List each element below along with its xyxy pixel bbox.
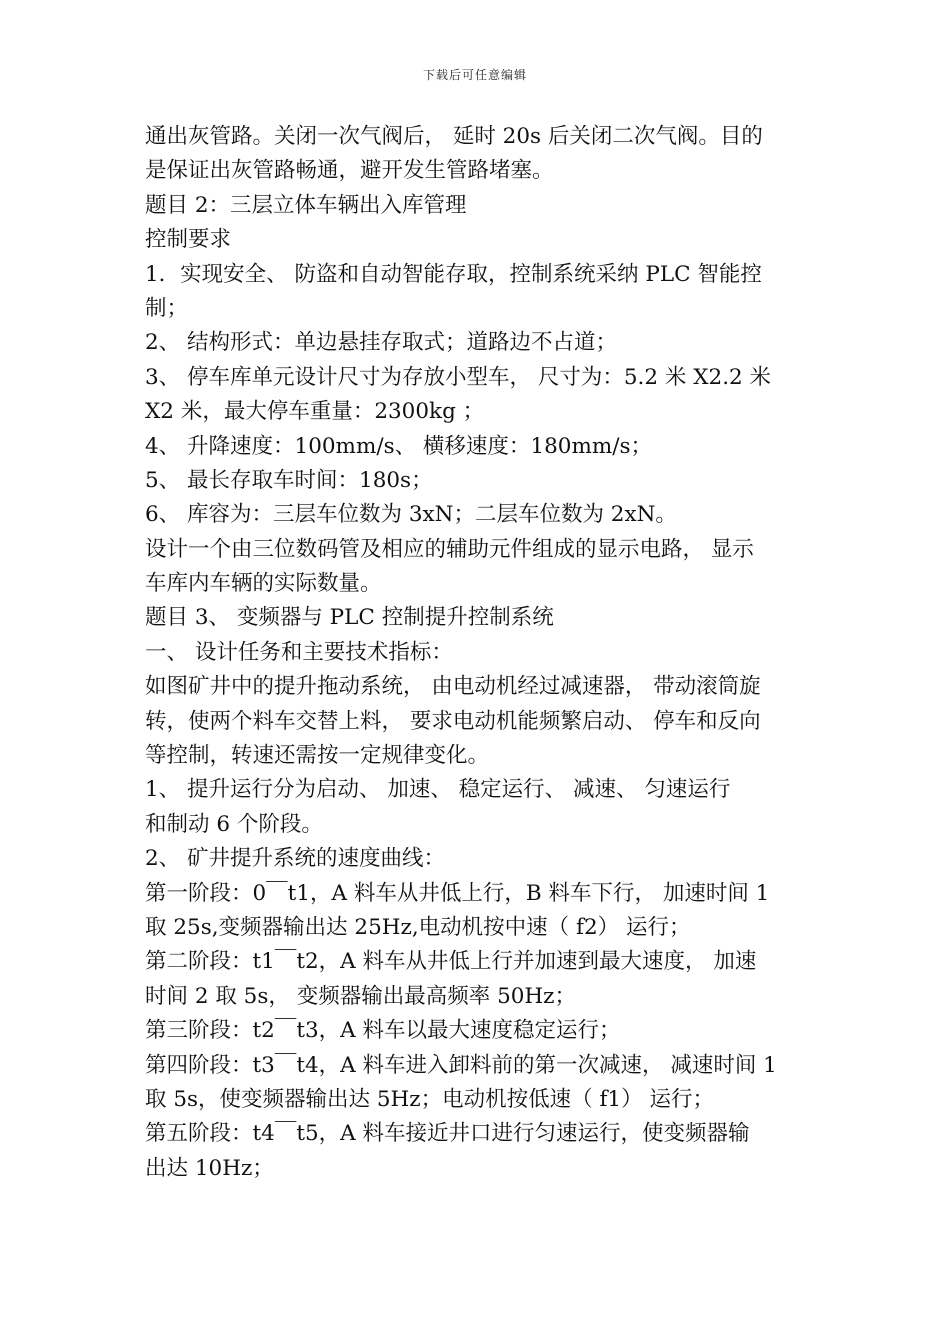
list-item: 和制动 6 个阶段。	[145, 811, 323, 837]
subheading-control-requirements: 控制要求	[145, 227, 232, 253]
text-line: 转，使两个料车交替上料， 要求电动机能频繁启动、 停车和反向	[145, 708, 761, 734]
list-item: 1、 提升运行分为启动、 加速、 稳定运行、 减速、 匀速运行	[145, 777, 731, 803]
text-line: 设计一个由三位数码管及相应的辅助元件组成的显示电路， 显示	[145, 536, 754, 562]
stage-line: 时间 2 取 5s， 变频器输出最高频率 50Hz；	[145, 983, 576, 1009]
stage-line: 出达 10Hz；	[145, 1155, 274, 1181]
text-line: 等控制，转速还需按一定规律变化。	[145, 743, 490, 769]
section-title-3: 题目 3、 变频器与 PLC 控制提升控制系统	[145, 605, 554, 631]
text-line: 是保证出灰管路畅通，避开发生管路堵塞。	[145, 158, 554, 184]
list-item: 1．实现安全、 防盗和自动智能存取，控制系统采纳 PLC 智能控	[145, 261, 762, 287]
section-title-2: 题目 2：三层立体车辆出入库管理	[145, 192, 467, 218]
list-item: 2、 结构形式：单边悬挂存取式；道路边不占道；	[145, 330, 618, 356]
stage-line: 取 25s,变频器输出达 25Hz,电动机按中速（ f2） 运行；	[145, 914, 691, 940]
text-line: 如图矿井中的提升拖动系统， 由电动机经过减速器， 带动滚筒旋	[145, 674, 761, 700]
stage-line: 第五阶段：t4￣t5，A 料车接近井口进行匀速运行，使变频器输	[145, 1121, 750, 1147]
list-item: 4、 升降速度：100mm/s、 横移速度：180mm/s；	[145, 433, 653, 459]
stage-line: 取 5s，使变频器输出达 5Hz；电动机按低速（ f1） 运行；	[145, 1086, 714, 1112]
subheading-design-tasks: 一、 设计任务和主要技术指标：	[145, 639, 453, 665]
document-body	[145, 120, 813, 1186]
stage-line: 第三阶段：t2￣t3，A 料车以最大速度稳定运行；	[145, 1018, 621, 1044]
list-item: 5、 最长存取车时间：180s；	[145, 467, 433, 493]
list-item: 制；	[145, 295, 189, 321]
stage-line: 第四阶段：t3￣t4，A 料车进入卸料前的第一次减速， 减速时间 1	[145, 1052, 777, 1078]
list-item: 2、 矿井提升系统的速度曲线：	[145, 846, 446, 872]
stage-line: 第二阶段：t1￣t2，A 料车从井低上行并加速到最大速度， 加速	[145, 949, 757, 975]
list-item: 3、 停车库单元设计尺寸为存放小型车， 尺寸为：5.2 米 X2.2 米	[145, 364, 772, 390]
text-line: 通出灰管路。关闭一次气阀后， 延时 20s 后关闭二次气阀。目的	[145, 124, 763, 149]
page-header: 下载后可任意编辑	[422, 68, 527, 82]
list-item: X2 米，最大停车重量：2300kg ；	[145, 399, 485, 425]
list-item: 6、 库容为：三层车位数为 3xN；二层车位数为 2xN。	[145, 502, 677, 528]
text-line: 车库内车辆的实际数量。	[145, 571, 382, 597]
stage-line: 第一阶段：0￣t1，A 料车从井低上行，B 料车下行， 加速时间 1	[145, 880, 770, 906]
